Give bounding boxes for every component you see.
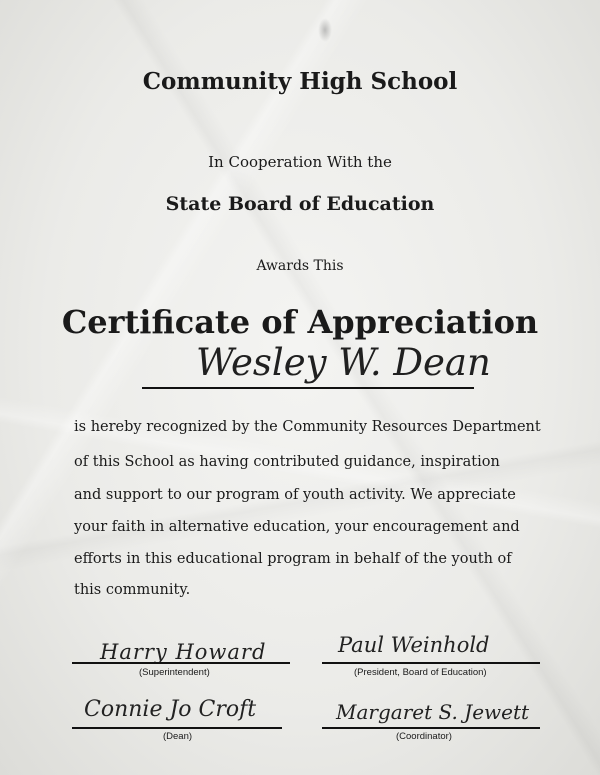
paper-stain	[318, 18, 332, 42]
school-name: Community High School	[142, 68, 458, 95]
recipient-line	[142, 387, 474, 389]
board-president-label: (President, Board of Education)	[354, 667, 487, 678]
dean-label: (Dean)	[163, 731, 193, 742]
cooperation-line: In Cooperation With the	[208, 153, 392, 171]
board-name: State Board of Education	[165, 193, 435, 215]
signature-board-president: Paul Weinhold	[338, 633, 490, 657]
signature-dean: Connie Jo Croft	[84, 697, 257, 722]
coordinator-label: (Coordinator)	[396, 731, 452, 742]
superintendent-label: (Superintendent)	[139, 667, 210, 678]
body-line-6: this community.	[74, 582, 191, 598]
body-line-5: efforts in this educational program in behalf of the youth of	[74, 551, 512, 567]
body-line-3: and support to our program of youth activity. We appreciate	[74, 487, 516, 503]
body-line-2: of this School as having contributed guidance, inspiration	[74, 454, 500, 470]
signature-line-superintendent	[72, 662, 290, 664]
awards-line: Awards This	[256, 258, 344, 274]
signature-line-board-president	[322, 662, 540, 664]
signature-superintendent: Harry Howard	[100, 640, 267, 664]
body-line-1: is hereby recognized by the Community Resources Department	[74, 419, 541, 435]
recipient-name: Wesley W. Dean	[196, 341, 491, 384]
body-line-4: your faith in alternative education, your encouragement and	[74, 519, 520, 535]
signature-line-dean	[72, 727, 282, 729]
certificate-title: Certificate of Appreciation	[61, 303, 539, 341]
signature-coordinator: Margaret S. Jewett	[336, 700, 530, 724]
signature-line-coordinator	[322, 727, 540, 729]
